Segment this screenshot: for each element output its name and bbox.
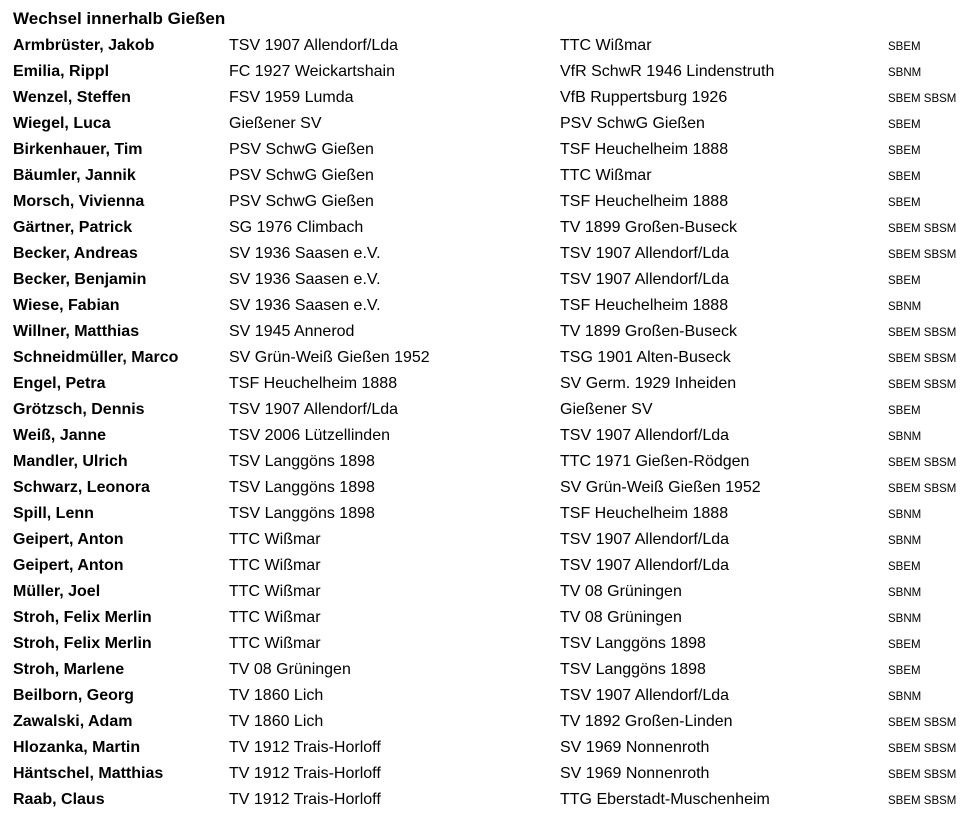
to-club: Gießener SV <box>560 401 653 418</box>
table-row <box>0 397 975 423</box>
player-name: Birkenhauer, Tim <box>13 141 143 158</box>
from-club: TTC Wißmar <box>229 583 321 600</box>
player-name: Morsch, Vivienna <box>13 193 145 210</box>
to-club: TSF Heuchelheim 1888 <box>560 141 729 158</box>
transfer-code: SBEM SBSM <box>888 483 957 495</box>
table-row <box>0 293 975 319</box>
table-row <box>0 267 975 293</box>
transfer-code: SBEM SBSM <box>888 93 957 105</box>
table-row <box>0 345 975 371</box>
transfer-code: SBNM <box>888 613 922 625</box>
from-club: PSV SchwG Gießen <box>229 167 374 184</box>
from-club: SV Grün-Weiß Gießen 1952 <box>229 349 430 366</box>
table-row <box>0 735 975 761</box>
transfer-code: SBEM SBSM <box>888 327 957 339</box>
transfer-code: SBEM SBSM <box>888 223 957 235</box>
to-club: PSV SchwG Gießen <box>560 115 705 132</box>
player-name: Becker, Andreas <box>13 245 138 262</box>
transfer-code: SBNM <box>888 301 922 313</box>
player-name: Beilborn, Georg <box>13 687 134 704</box>
from-club: FSV 1959 Lumda <box>229 89 354 106</box>
from-club: Gießener SV <box>229 115 322 132</box>
from-club: SV 1936 Saasen e.V. <box>229 245 381 262</box>
transfer-code: SBEM <box>888 171 921 183</box>
to-club: TSV 1907 Allendorf/Lda <box>560 245 730 262</box>
from-club: TV 1912 Trais-Horloff <box>229 739 381 756</box>
transfer-code: SBEM <box>888 197 921 209</box>
player-name: Stroh, Felix Merlin <box>13 635 152 652</box>
table-row <box>0 85 975 111</box>
transfer-code: SBNM <box>888 535 922 547</box>
to-club: SV 1969 Nonnenroth <box>560 739 710 756</box>
table-row <box>0 163 975 189</box>
from-club: TSF Heuchelheim 1888 <box>229 375 398 392</box>
table-row <box>0 423 975 449</box>
from-club: TV 08 Grüningen <box>229 661 351 678</box>
to-club: TSV Langgöns 1898 <box>560 661 706 678</box>
player-name: Bäumler, Jannik <box>13 167 136 184</box>
from-club: TSV Langgöns 1898 <box>229 479 375 496</box>
from-club: SG 1976 Climbach <box>229 219 364 236</box>
to-club: TSF Heuchelheim 1888 <box>560 297 729 314</box>
table-row <box>0 657 975 683</box>
from-club: FC 1927 Weickartshain <box>229 63 395 80</box>
table-row <box>0 189 975 215</box>
player-name: Raab, Claus <box>13 791 105 808</box>
player-name: Schwarz, Leonora <box>13 479 150 496</box>
transfer-code: SBEM <box>888 145 921 157</box>
player-name: Gärtner, Patrick <box>13 219 133 236</box>
transfer-code: SBEM SBSM <box>888 717 957 729</box>
from-club: TSV 2006 Lützellinden <box>229 427 390 444</box>
player-name: Grötzsch, Dennis <box>13 401 145 418</box>
table-row <box>0 371 975 397</box>
to-club: TSV 1907 Allendorf/Lda <box>560 557 730 574</box>
player-name: Geipert, Anton <box>13 557 124 574</box>
table-row <box>0 137 975 163</box>
from-club: TSV Langgöns 1898 <box>229 505 375 522</box>
table-row <box>0 579 975 605</box>
from-club: SV 1936 Saasen e.V. <box>229 271 381 288</box>
player-name: Geipert, Anton <box>13 531 124 548</box>
to-club: TV 1892 Großen-Linden <box>560 713 733 730</box>
from-club: PSV SchwG Gießen <box>229 193 374 210</box>
table-row <box>0 787 975 813</box>
transfer-code: SBEM <box>888 41 921 53</box>
table-row <box>0 319 975 345</box>
to-club: TSG 1901 Alten-Buseck <box>560 349 731 366</box>
table-row <box>0 683 975 709</box>
from-club: TV 1860 Lich <box>229 713 324 730</box>
from-club: SV 1936 Saasen e.V. <box>229 297 381 314</box>
transfer-code: SBEM SBSM <box>888 743 957 755</box>
table-row <box>0 553 975 579</box>
table-row <box>0 761 975 787</box>
to-club: SV Grün-Weiß Gießen 1952 <box>560 479 761 496</box>
table-row <box>0 33 975 59</box>
from-club: TV 1860 Lich <box>229 687 324 704</box>
player-name: Stroh, Marlene <box>13 661 125 678</box>
to-club: TSF Heuchelheim 1888 <box>560 505 729 522</box>
to-club: TSF Heuchelheim 1888 <box>560 193 729 210</box>
from-club: TSV 1907 Allendorf/Lda <box>229 37 399 54</box>
transfer-code: SBEM <box>888 561 921 573</box>
from-club: TTC Wißmar <box>229 609 321 626</box>
to-club: TTC 1971 Gießen-Rödgen <box>560 453 750 470</box>
player-name: Spill, Lenn <box>13 505 94 522</box>
table-row <box>0 631 975 657</box>
to-club: SV 1969 Nonnenroth <box>560 765 710 782</box>
from-club: TTC Wißmar <box>229 635 321 652</box>
from-club: TSV 1907 Allendorf/Lda <box>229 401 399 418</box>
transfer-code: SBNM <box>888 587 922 599</box>
player-name: Müller, Joel <box>13 583 101 600</box>
to-club: VfR SchwR 1946 Lindenstruth <box>560 63 775 80</box>
to-club: TTC Wißmar <box>560 37 652 54</box>
table-row <box>0 59 975 85</box>
player-name: Hlozanka, Martin <box>13 739 141 756</box>
from-club: SV 1945 Annerod <box>229 323 355 340</box>
player-name: Becker, Benjamin <box>13 271 147 288</box>
transfer-code: SBEM SBSM <box>888 379 957 391</box>
to-club: TSV 1907 Allendorf/Lda <box>560 427 730 444</box>
to-club: TSV 1907 Allendorf/Lda <box>560 687 730 704</box>
from-club: TV 1912 Trais-Horloff <box>229 791 381 808</box>
player-name: Engel, Petra <box>13 375 106 392</box>
transfer-code: SBEM SBSM <box>888 249 957 261</box>
table-row <box>0 241 975 267</box>
table-row <box>0 475 975 501</box>
transfer-code: SBEM SBSM <box>888 353 957 365</box>
from-club: PSV SchwG Gießen <box>229 141 374 158</box>
page-title: Wechsel innerhalb Gießen <box>13 9 226 28</box>
to-club: TSV Langgöns 1898 <box>560 635 706 652</box>
table-row <box>0 527 975 553</box>
transfer-code: SBNM <box>888 509 922 521</box>
player-name: Mandler, Ulrich <box>13 453 128 470</box>
from-club: TTC Wißmar <box>229 557 321 574</box>
transfer-code: SBEM <box>888 405 921 417</box>
transfer-code: SBNM <box>888 691 922 703</box>
to-club: TTG Eberstadt-Muschenheim <box>560 791 770 808</box>
table-row <box>0 605 975 631</box>
transfer-code: SBEM <box>888 119 921 131</box>
table-row <box>0 709 975 735</box>
transfer-code: SBEM SBSM <box>888 795 957 807</box>
to-club: VfB Ruppertsburg 1926 <box>560 89 728 106</box>
player-name: Wiese, Fabian <box>13 297 120 314</box>
table-row <box>0 449 975 475</box>
player-name: Armbrüster, Jakob <box>13 37 155 54</box>
player-name: Wiegel, Luca <box>13 115 111 132</box>
transfer-code: SBNM <box>888 431 922 443</box>
table-row <box>0 501 975 527</box>
transfer-code: SBEM SBSM <box>888 769 957 781</box>
transfer-code: SBNM <box>888 67 922 79</box>
to-club: TV 08 Grüningen <box>560 583 682 600</box>
player-name: Schneidmüller, Marco <box>13 349 179 366</box>
transfer-code: SBEM <box>888 639 921 651</box>
to-club: TV 08 Grüningen <box>560 609 682 626</box>
player-name: Häntschel, Matthias <box>13 765 164 782</box>
to-club: TSV 1907 Allendorf/Lda <box>560 271 730 288</box>
transfer-code: SBEM SBSM <box>888 457 957 469</box>
to-club: SV Germ. 1929 Inheiden <box>560 375 737 392</box>
from-club: TV 1912 Trais-Horloff <box>229 765 381 782</box>
to-club: TV 1899 Großen-Buseck <box>560 219 737 236</box>
from-club: TSV Langgöns 1898 <box>229 453 375 470</box>
to-club: TTC Wißmar <box>560 167 652 184</box>
to-club: TSV 1907 Allendorf/Lda <box>560 531 730 548</box>
player-name: Zawalski, Adam <box>13 713 133 730</box>
transfer-code: SBEM <box>888 275 921 287</box>
player-name: Wenzel, Steffen <box>13 89 131 106</box>
player-name: Willner, Matthias <box>13 323 140 340</box>
player-name: Stroh, Felix Merlin <box>13 609 152 626</box>
player-name: Emilia, Rippl <box>13 63 110 80</box>
transfer-code: SBEM <box>888 665 921 677</box>
transfer-table <box>0 33 975 813</box>
to-club: TV 1899 Großen-Buseck <box>560 323 737 340</box>
from-club: TTC Wißmar <box>229 531 321 548</box>
player-name: Weiß, Janne <box>13 427 107 444</box>
table-row <box>0 215 975 241</box>
table-row <box>0 111 975 137</box>
